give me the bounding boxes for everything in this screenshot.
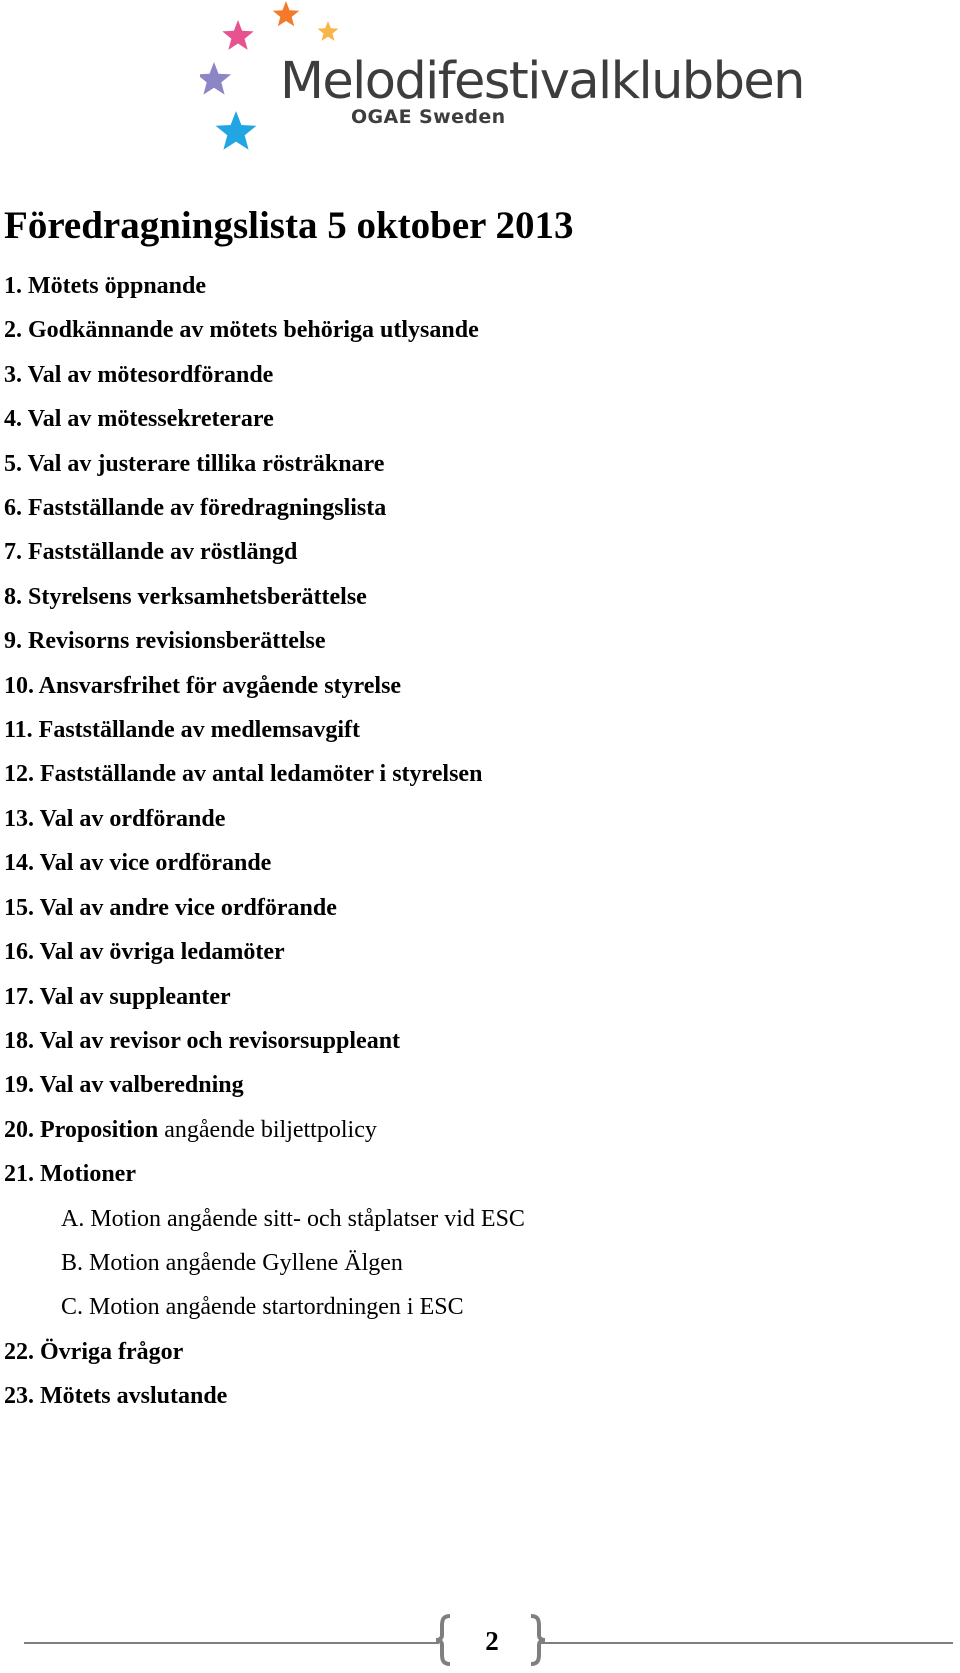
left-brace-icon: [432, 1614, 456, 1666]
agenda-item: 11. Fastställande av medlemsavgift: [4, 717, 360, 744]
agenda-item: 21. Motioner: [4, 1161, 136, 1188]
agenda-item: 23. Mötets avslutande: [4, 1383, 228, 1410]
agenda-item: [4, 1118, 525, 1162]
agenda-item: 6. Fastställande av föredragningslista: [4, 495, 387, 522]
agenda-item: 2. Godkännande av mötets behöriga utlysande: [4, 317, 479, 344]
agenda-item: 8. Styrelsens verksamhetsberättelse: [4, 583, 367, 610]
agenda-item: 4. Val av mötessekreterare: [4, 406, 274, 433]
agenda-item: 9. Revisorns revisionsberättelse: [4, 628, 326, 655]
agenda-item: 22. Övriga frågor: [4, 1338, 184, 1365]
page-title: Föredragningslista 5 oktober 2013: [4, 204, 574, 247]
agenda-subitem: A. Motion angående sitt- och ståplatser vid ESC: [61, 1205, 525, 1232]
pink-star-icon: [222, 20, 253, 50]
agenda-item: 7. Fastställande av röstlängd: [4, 539, 298, 566]
logo-wordmark: Melodifestivalklubben: [280, 52, 804, 111]
footer-rule-left: [24, 1642, 439, 1644]
agenda-item: 13. Val av ordförande: [4, 805, 226, 832]
agenda-subitem: B. Motion angående Gyllene Älgen: [61, 1249, 403, 1276]
agenda-item-heading: 20. Proposition: [4, 1116, 159, 1143]
agenda-item: 19. Val av valberedning: [4, 1072, 244, 1099]
yellow-star-icon: [318, 21, 339, 41]
club-logo: [200, 0, 804, 170]
agenda-item: 12. Fastställande av antal ledamöter i styrelsen: [4, 761, 483, 788]
agenda-item: 10. Ansvarsfrihet för avgående styrelse: [4, 672, 402, 699]
agenda-item: 14. Val av vice ordförande: [4, 850, 272, 877]
agenda-list: [4, 274, 525, 1429]
orange-star-icon: [273, 1, 300, 26]
purple-star-icon: [200, 62, 231, 95]
footer-rule-right: [540, 1642, 953, 1644]
agenda-item: 16. Val av övriga ledamöter: [4, 939, 285, 966]
page-number: 2: [485, 1626, 499, 1656]
agenda-item-detail: angående biljettpolicy: [158, 1116, 377, 1143]
agenda-item: 17. Val av suppleanter: [4, 983, 231, 1010]
agenda-subitem: C. Motion angående startordningen i ESC: [61, 1294, 464, 1321]
logo-subtitle: OGAE Sweden: [351, 106, 506, 128]
page-footer: [0, 1612, 960, 1668]
agenda-item: 1. Mötets öppnande: [4, 273, 207, 299]
agenda-item: 15. Val av andre vice ordförande: [4, 894, 337, 921]
agenda-item: 18. Val av revisor och revisorsuppleant: [4, 1027, 401, 1054]
agenda-item: 5. Val av justerare tillika rösträknare: [4, 450, 385, 477]
right-brace-icon: [525, 1614, 549, 1666]
blue-star-icon: [216, 111, 257, 150]
agenda-item: 3. Val av mötesordförande: [4, 361, 274, 388]
